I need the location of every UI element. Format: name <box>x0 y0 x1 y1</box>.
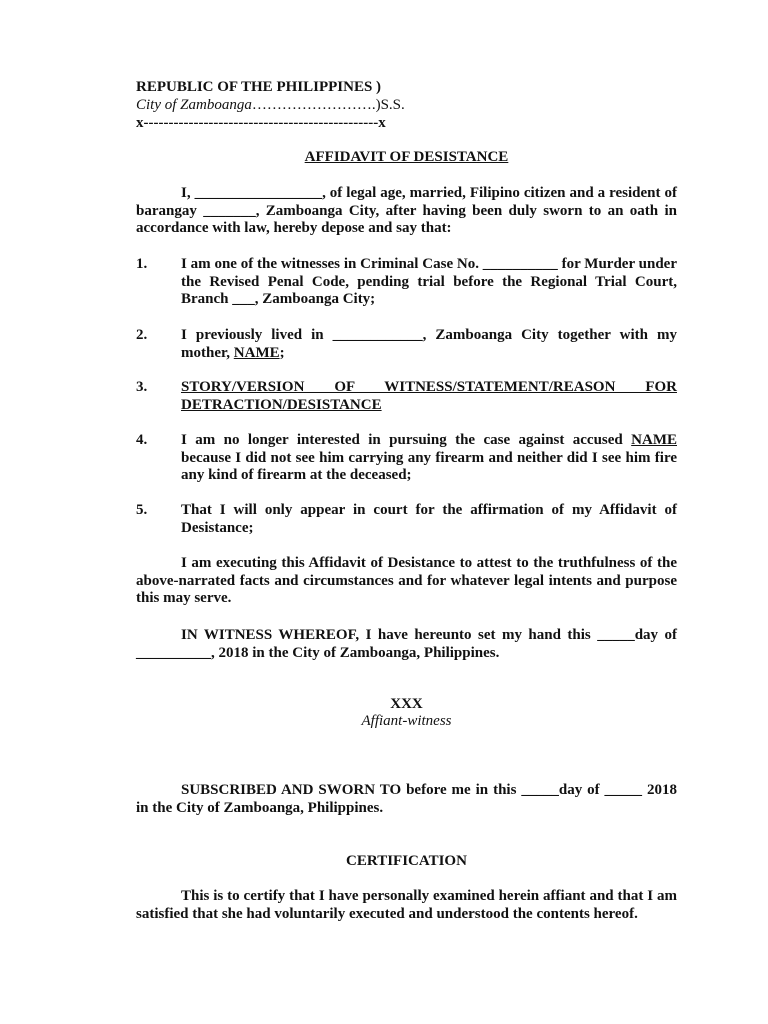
intro-paragraph: I, _________________, of legal age, married, Filipino citizen and a resident of barangay _______, Zamboanga City, after having been duly sworn to an oath in accordance with law, hereby depose and say that: <box>136 185 677 236</box>
subscribed-lead: SUBSCRIBED AND SWORN <box>181 782 376 798</box>
item-number-5: 5. <box>136 502 148 518</box>
item-number-3: 3. <box>136 379 148 395</box>
mother-name-placeholder: NAME <box>233 344 280 361</box>
item-4-text-a: I am no longer interested in pursuing the case against accused <box>181 432 632 448</box>
item-number-4: 4. <box>136 432 148 448</box>
item-text-4 <box>181 432 677 485</box>
item-number-1: 1. <box>136 256 148 272</box>
city-name: City of Zamboanga <box>136 97 252 113</box>
certification-paragraph: This is to certify that I have personally examined herein affiant and that I am satisfied that she had voluntarily executed and understood the contents hereof. <box>136 888 677 922</box>
city-venue-line <box>136 97 677 115</box>
subscribed-paragraph <box>136 782 677 817</box>
item-4-text-b: because I did not see him carrying any firearm and neither did I see him fire any kind of firearm at the deceased; <box>181 449 677 483</box>
republic-heading: REPUBLIC OF THE PHILIPPINES ) <box>136 79 382 95</box>
executing-paragraph: I am executing this Affidavit of Desistance to attest to the truthfulness of the above-narrated facts and circumstances and for whatever legal intents and purpose this may serve. <box>136 555 677 606</box>
witness-rest: , I have hereunto set my hand this _____day of __________, 2018 in the City of Zamboanga, Philippines. <box>136 627 677 661</box>
item-text-5: That I will only appear in court for the affirmation of my Affidavit of Desistance; <box>181 502 677 536</box>
certification-title: CERTIFICATION <box>346 853 467 869</box>
witness-lead: IN WITNESS WHEREOF <box>181 627 356 643</box>
item-2-text-a: I previously lived in ____________, Zamboanga City together with my mother, <box>181 327 677 361</box>
affiant-role: Affiant-witness <box>361 713 452 729</box>
witness-paragraph <box>136 627 677 662</box>
item-text-1: I am one of the witnesses in Criminal Case No. __________ for Murder under the Revised Penal Code, pending trial before the Regional Trial Court, Branch ___, Zamboanga City; <box>181 256 677 307</box>
item-2-text-b: ; <box>279 344 285 361</box>
item-text-2 <box>181 327 677 362</box>
accused-name-placeholder: NAME <box>631 432 677 448</box>
affiant-name: XXX <box>390 696 423 712</box>
item-number-2: 2. <box>136 327 148 343</box>
document-title: AFFIDAVIT OF DESISTANCE <box>304 149 509 165</box>
venue-ss: …………………….)S.S. <box>251 97 405 113</box>
caption-separator: x-----------------------------------------------x <box>136 115 386 131</box>
subscribed-rest: TO before me in this _____day of _____ 2018 in the City of Zamboanga, Philippines. <box>136 782 677 816</box>
item-text-3: STORY/VERSION OF WITNESS/STATEMENT/REASON FOR DETRACTION/DESISTANCE <box>181 379 677 413</box>
